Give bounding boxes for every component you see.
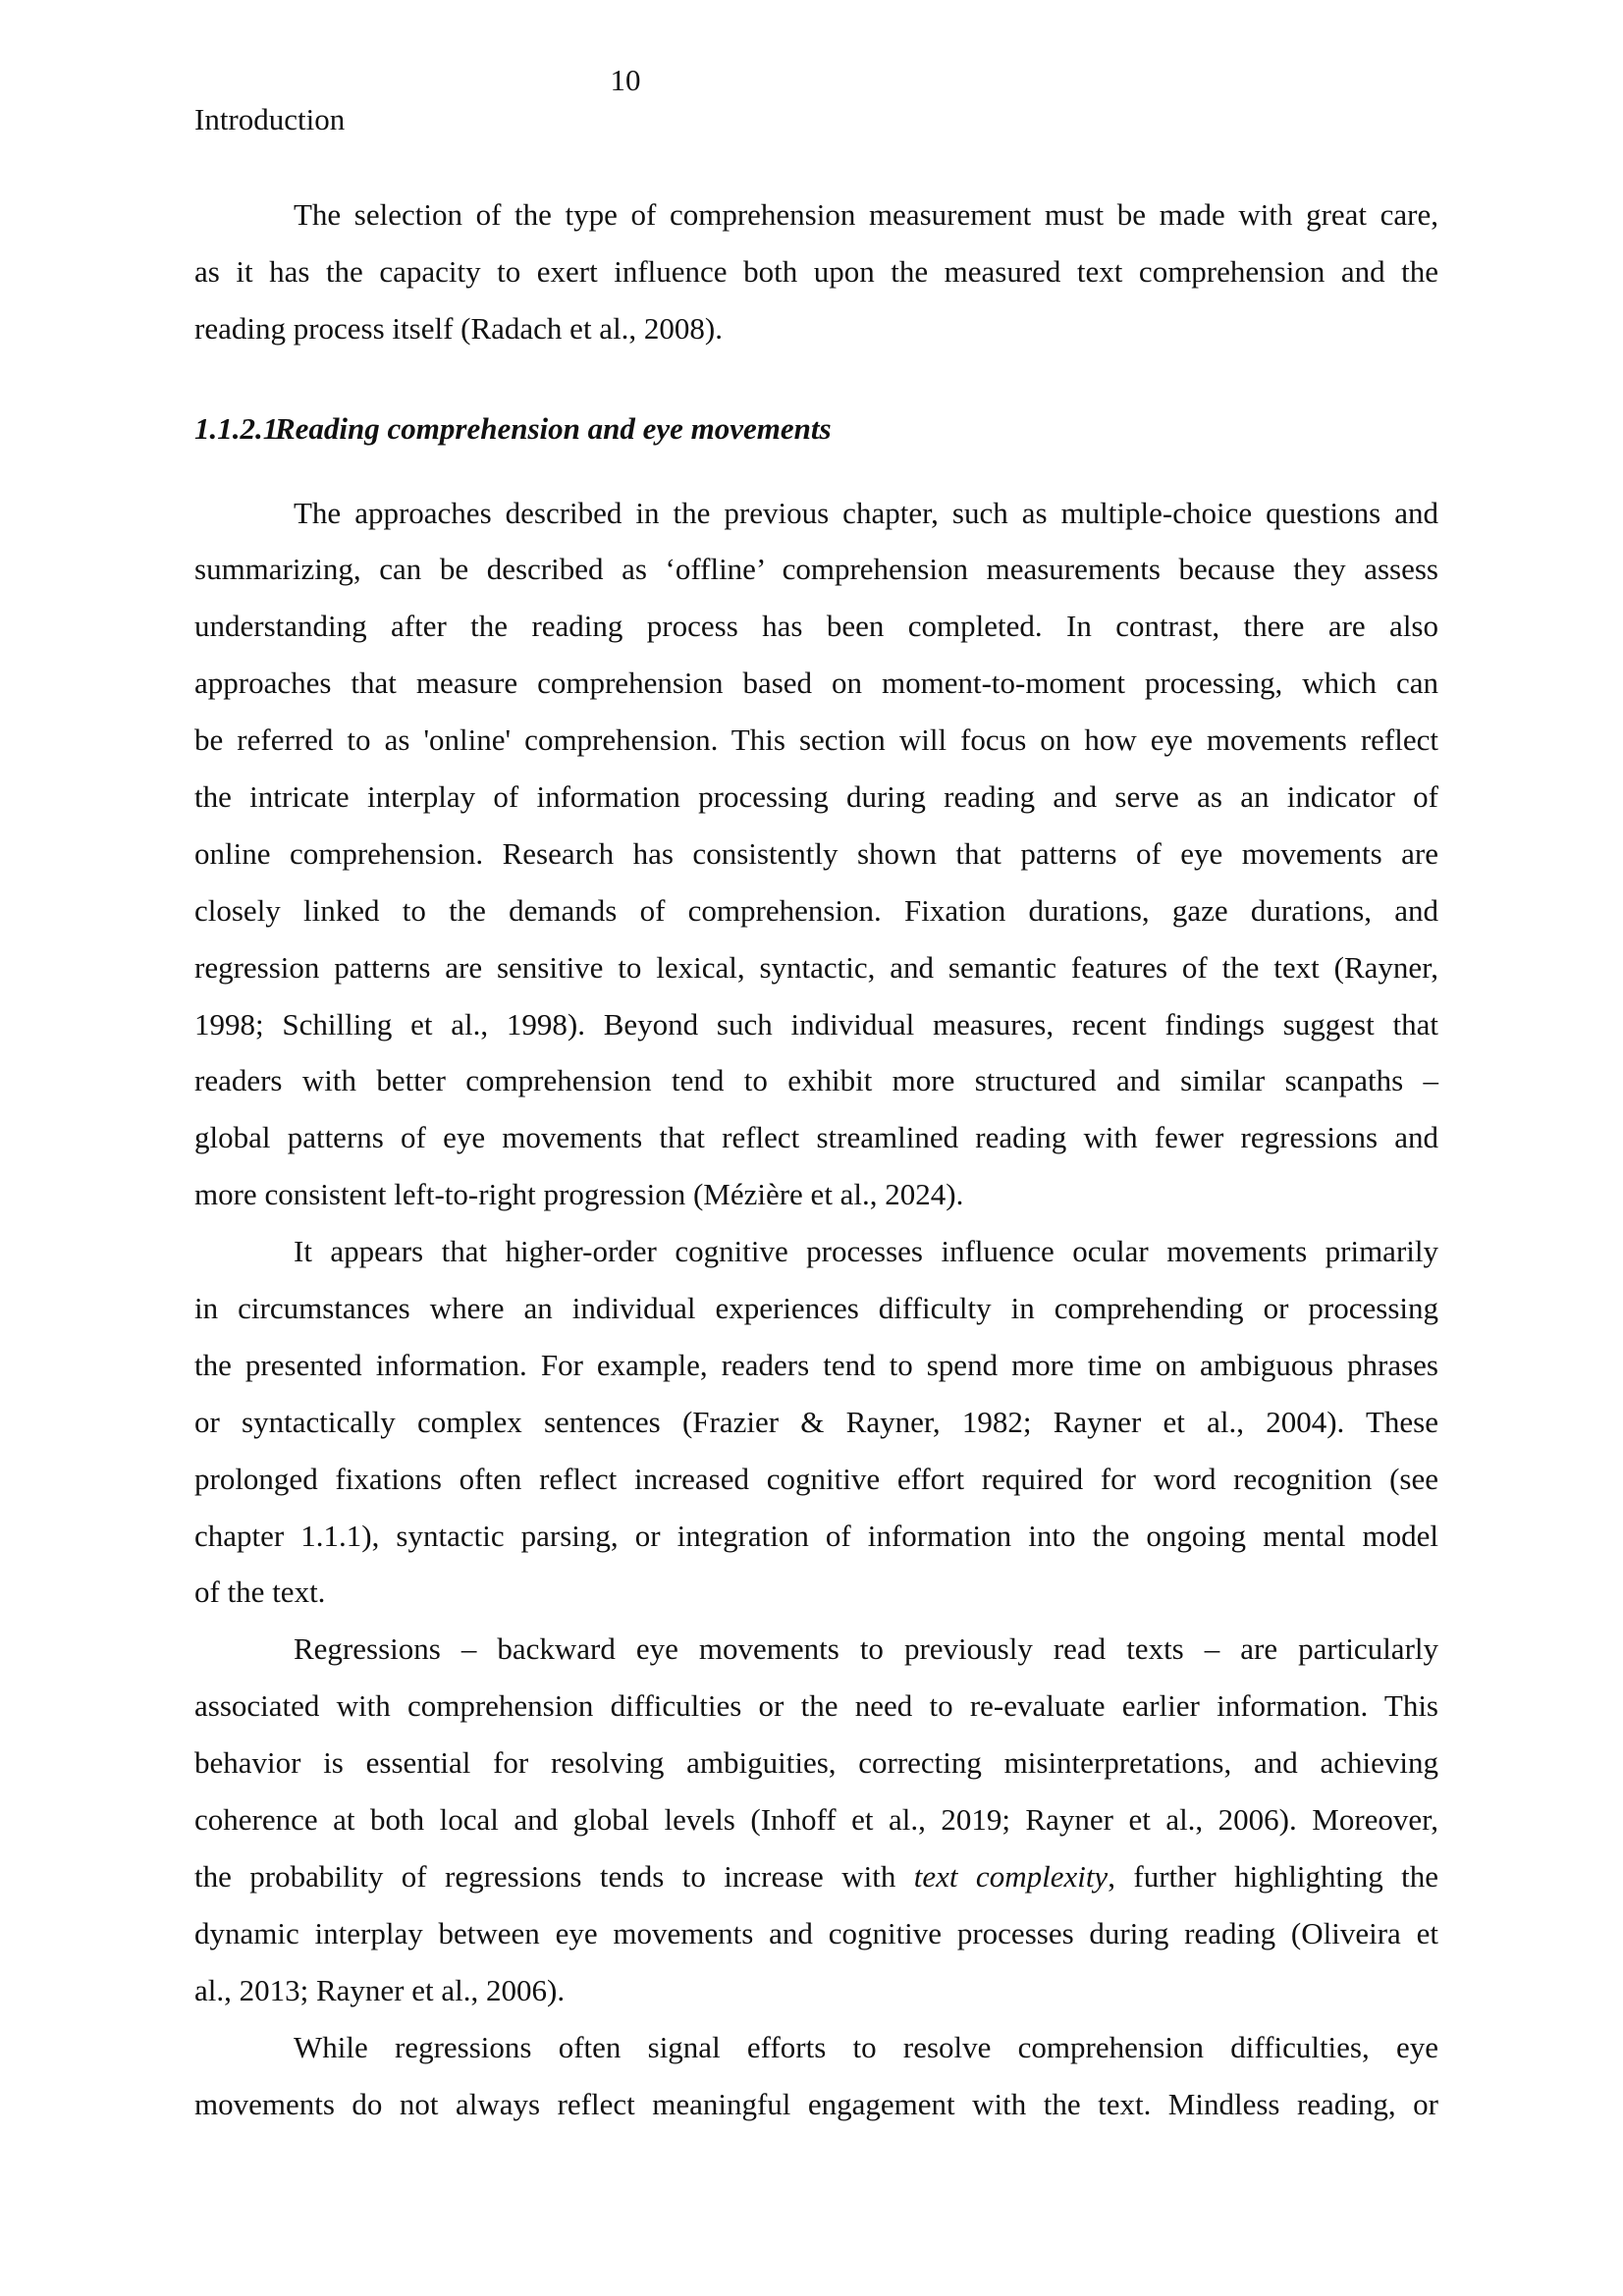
text-line: as it has the capacity to exert influence both upon the measured text comprehension and the: [194, 253, 1438, 289]
section-number: 1.1.2.1: [194, 410, 279, 446]
text-line: online comprehension. Research has consistently shown that patterns of eye movements are: [194, 835, 1438, 871]
text-line: coherence at both local and global levels (Inhoff et al., 2019; Rayner et al., 2006). Moreover,: [194, 1802, 1438, 1838]
paragraph: [194, 187, 1438, 357]
text-line: behavior is essential for resolving ambiguities, correcting misinterpretations, and achieving: [194, 1745, 1438, 1781]
running-head: Introduction: [194, 102, 346, 136]
text-line: 1998; Schilling et al., 1998). Beyond such individual measures, recent findings suggest that: [194, 1006, 1438, 1041]
text-line: of the text.: [194, 1575, 326, 1610]
text-line: It appears that higher-order cognitive processes influence ocular movements primarily: [294, 1234, 1438, 1269]
text-line: global patterns of eye movements that reflect streamlined reading with fewer regressions and: [194, 1120, 1438, 1155]
text-line: in circumstances where an individual experiences difficulty in comprehending or processing: [194, 1291, 1438, 1326]
text-line: prolonged fixations often reflect increased cognitive effort required for word recognition (see: [194, 1461, 1438, 1496]
text-line: Regressions – backward eye movements to previously read texts – are particularly: [294, 1631, 1438, 1667]
paragraph: [194, 485, 1438, 1224]
text-line: the presented information. For example, readers tend to spend more time on ambiguous phrases: [194, 1347, 1438, 1382]
text-line: The approaches described in the previous chapter, such as multiple-choice questions and: [294, 495, 1438, 530]
text-line: understanding after the reading process has been completed. In contrast, there are also: [194, 609, 1438, 644]
paragraph: [194, 1223, 1438, 1621]
text-line: dynamic interplay between eye movements and cognitive processes during reading (Oliveira et: [194, 1915, 1438, 1950]
text-line: be referred to as 'online' comprehension. This section will focus on how eye movements reflect: [194, 722, 1438, 758]
text-line: regression patterns are sensitive to lexical, syntactic, and semantic features of the text (Rayner,: [194, 949, 1438, 985]
text-line: summarizing, can be described as ‘offline’ comprehension measurements because they assess: [194, 552, 1438, 587]
text-line: closely linked to the demands of comprehension. Fixation durations, gaze durations, and: [194, 892, 1438, 928]
text-line: [194, 1848, 1438, 1905]
text-line: While regressions often signal efforts to resolve comprehension difficulties, eye: [294, 2029, 1438, 2064]
text-line: the intricate interplay of information processing during reading and serve as an indicator of: [194, 779, 1438, 815]
document-body: [194, 187, 1438, 2132]
emphasized-term: text complexity: [913, 1858, 1109, 1894]
text-line: more consistent left-to-right progression (Mézière et al., 2024).: [194, 1177, 964, 1212]
text-line: chapter 1.1.1), syntactic parsing, or integration of information into the ongoing mental model: [194, 1518, 1438, 1553]
text-line: movements do not always reflect meaningful engagement with the text. Mindless reading, or: [194, 2086, 1438, 2121]
text-line: associated with comprehension difficulties or the need to re-evaluate earlier information. This: [194, 1688, 1438, 1724]
text-line: al., 2013; Rayner et al., 2006).: [194, 1972, 566, 2007]
paragraph: [194, 1621, 1438, 2018]
paragraph: [194, 2019, 1438, 2133]
page-number: 10: [610, 63, 641, 97]
section-title: Reading comprehension and eye movements: [275, 410, 832, 446]
section-heading: [194, 400, 1438, 457]
text-line: approaches that measure comprehension based on moment-to-moment processing, which can: [194, 666, 1438, 701]
text-segment: the probability of regressions tends to increase with: [194, 1858, 914, 1894]
text-line: readers with better comprehension tend to exhibit more structured and similar scanpaths –: [194, 1063, 1438, 1098]
text-segment: , further highlighting the: [1108, 1858, 1438, 1894]
text-line: The selection of the type of comprehension measurement must be made with great care,: [294, 197, 1438, 232]
text-line: or syntactically complex sentences (Frazier & Rayner, 1982; Rayner et al., 2004). These: [194, 1404, 1438, 1439]
text-line: reading process itself (Radach et al., 2008).: [194, 310, 724, 346]
